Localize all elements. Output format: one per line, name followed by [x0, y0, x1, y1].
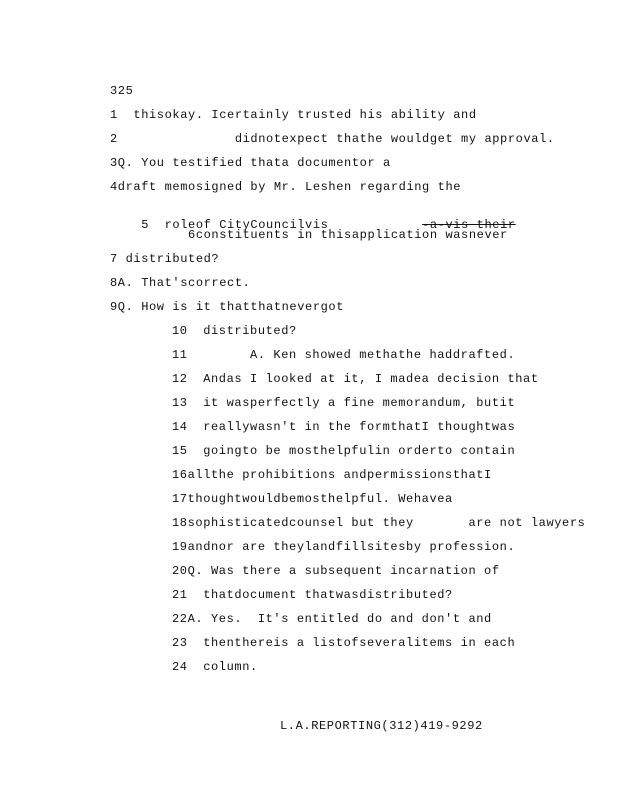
transcript-line-21: 21 thatdocument thatwasdistributed?	[172, 588, 453, 602]
transcript-line-22: 22A. Yes. It's entitled do and don't and	[172, 612, 492, 626]
page-number: 325	[110, 84, 134, 98]
transcript-line-4: 4draft memosigned by Mr. Leshen regarding the	[110, 180, 462, 194]
transcript-line-8: 8A. That'scorrect.	[110, 276, 251, 290]
transcript-line-18: 18sophisticatedcounsel but they are not lawyers	[172, 516, 586, 530]
transcript-line-24: 24 column.	[172, 660, 258, 674]
transcript-line-19: 19andnor are theylandfillsitesby profession.	[172, 540, 516, 554]
transcript-line-17: 17thoughtwouldbemosthelpful. Wehavea	[172, 492, 453, 506]
transcript-line-23: 23 thenthereis a listofseveralitems in each	[172, 636, 516, 650]
transcript-line-13: 13 it wasperfectly a fine memorandum, butit	[172, 396, 516, 410]
transcript-line-2: 2 didnotexpect thathe wouldget my approval.	[110, 132, 555, 146]
reporting-footer: L.A.REPORTING(312)419-9292	[280, 719, 483, 733]
transcript-line-7: 7 distributed?	[110, 252, 220, 266]
transcript-line-6: 6constituents in thisapplication wasnever	[110, 228, 508, 242]
transcript-line-20: 20Q. Was there a subsequent incarnation of	[172, 564, 500, 578]
transcript-line-10: 10 distributed?	[172, 324, 297, 338]
transcript-line-16: 16allthe prohibitions andpermissionsthatI	[172, 468, 492, 482]
transcript-line-9: 9Q. How is it thatthatnevergot	[110, 300, 345, 314]
transcript-line-3: 3Q. You testified thata documentor a	[110, 156, 391, 170]
transcript-line-5-text: 5 roleof CityCouncilvis	[141, 218, 329, 232]
transcript-line-14: 14 reallywasn't in the formthatI thoughtwas	[172, 420, 516, 434]
transcript-line-12: 12 Andas I looked at it, I madea decision that	[172, 372, 539, 386]
transcript-line-15: 15 goingto be mosthelpfulin orderto contain	[172, 444, 516, 458]
transcript-line-1: 1 thisokay. Icertainly trusted his ability and	[110, 108, 477, 122]
struck-text: -a-vis their	[422, 218, 516, 232]
transcript-line-11: 11 A. Ken showed methathe haddrafted.	[172, 348, 516, 362]
